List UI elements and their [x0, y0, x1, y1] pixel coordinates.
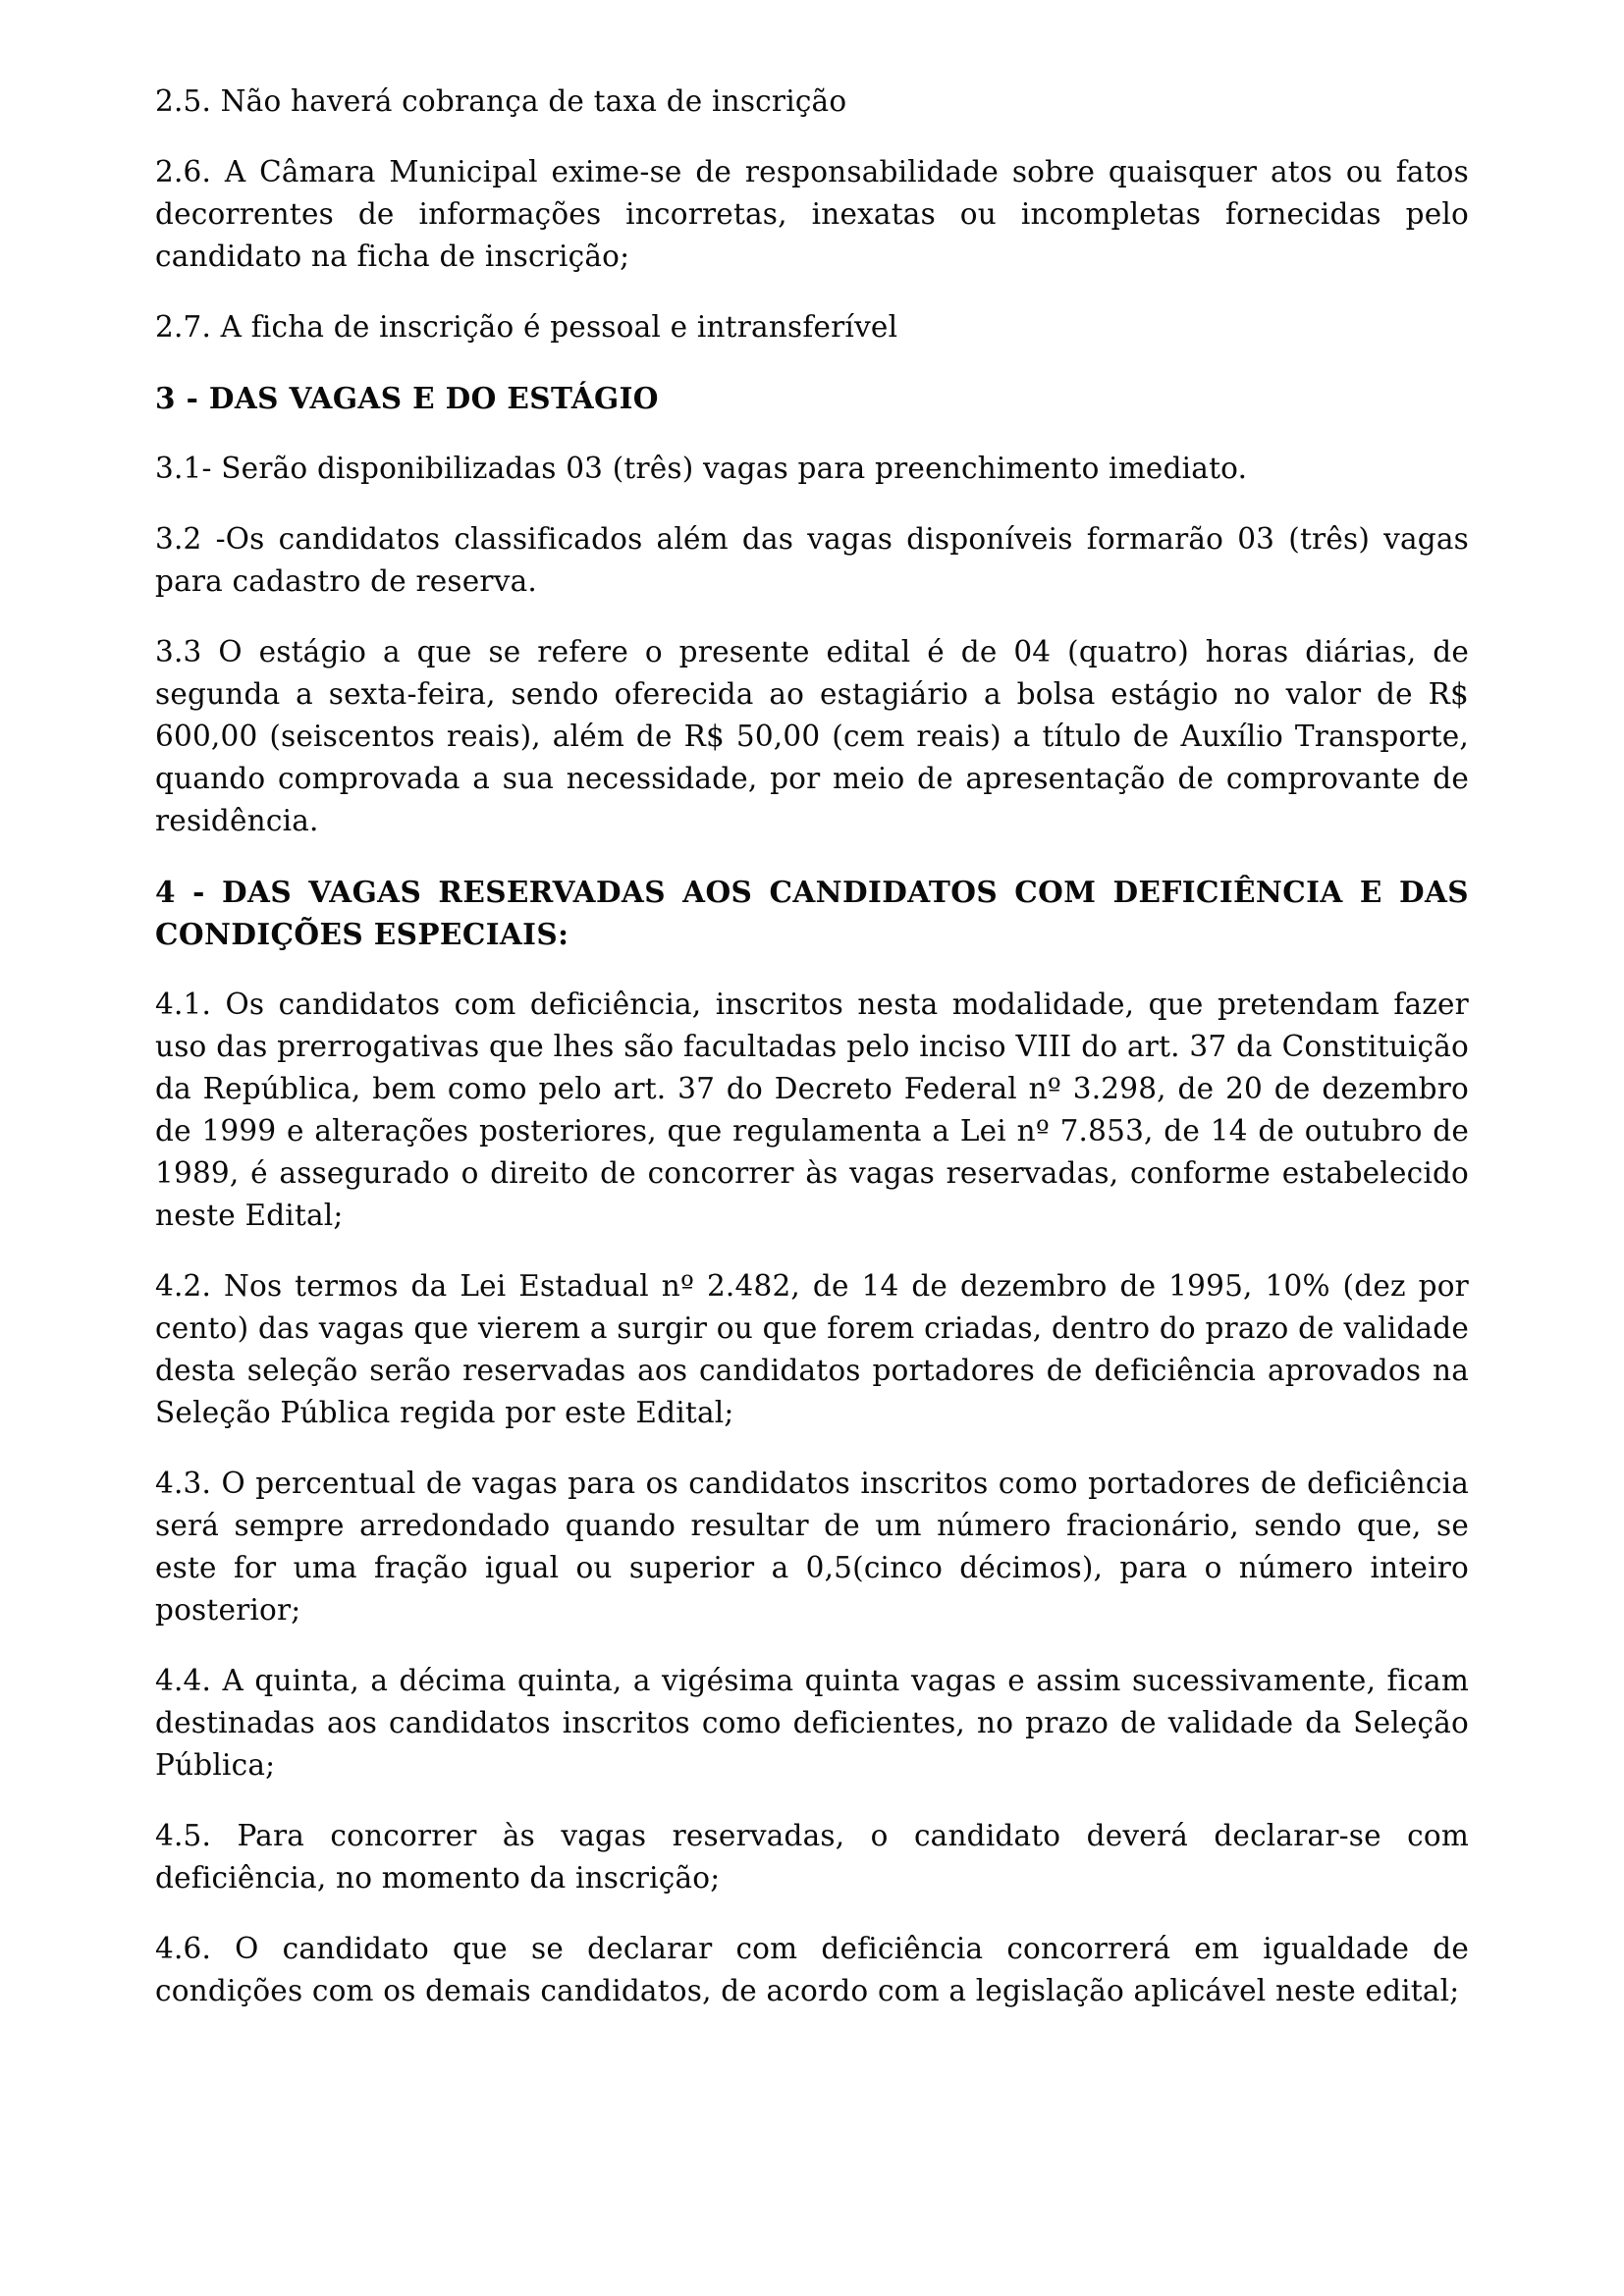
paragraph-4-5: 4.5. Para concorrer às vagas reservadas, o candidato deverá declarar-se com deficiência, no momento da inscrição;	[155, 1819, 1469, 1895]
paragraph-4-3: 4.3. O percentual de vagas para os candidatos inscritos como portadores de deficiência será sempre arredondado quando resultar de um número fracionário, sendo que, se este for uma fração igual ou superior a 0,5(cinco décimos), para o número inteiro posterior;	[155, 1467, 1469, 1627]
section-heading-4-vagas-reservadas: 4 - DAS VAGAS RESERVADAS AOS CANDIDATOS COM DEFICIÊNCIA E DAS CONDIÇÕES ESPECIAIS:	[155, 875, 1469, 951]
paragraph-2-5: 2.5. Não haverá cobrança de taxa de inscrição	[155, 84, 847, 118]
paragraph-4-2: 4.2. Nos termos da Lei Estadual nº 2.482, de 14 de dezembro de 1995, 10% (dez por cento) das vagas que vierem a surgir ou que forem criadas, dentro do prazo de validade desta seleção serão reservadas aos candidatos portadores de deficiência aprovados na Seleção Pública regida por este Edital;	[155, 1269, 1469, 1429]
paragraph-3-1: 3.1- Serão disponibilizadas 03 (três) vagas para preenchimento imediato.	[155, 452, 1248, 485]
paragraph-3-2: 3.2 -Os candidatos classificados além das vagas disponíveis formarão 03 (três) vagas para cadastro de reserva.	[155, 522, 1469, 598]
section-heading-3-vagas-estagio: 3 - DAS VAGAS E DO ESTÁGIO	[155, 381, 659, 415]
paragraph-2-7: 2.7. A ficha de inscrição é pessoal e intransferível	[155, 310, 898, 344]
paragraph-4-6: 4.6. O candidato que se declarar com deficiência concorrerá em igualdade de condições com os demais candidatos, de acordo com a legislação aplicável neste edital;	[155, 1932, 1469, 2007]
paragraph-4-4: 4.4. A quinta, a décima quinta, a vigésima quinta vagas e assim sucessivamente, ficam destinadas aos candidatos inscritos como deficientes, no prazo de validade da Seleção Pública;	[155, 1664, 1469, 1782]
paragraph-4-1: 4.1. Os candidatos com deficiência, inscritos nesta modalidade, que pretendam fazer uso das prerrogativas que lhes são facultadas pelo inciso VIII do art. 37 da Constituição da República, bem como pelo art. 37 do Decreto Federal nº 3.298, de 20 de dezembro de 1999 e alterações posteriores, que regulamenta a Lei nº 7.853, de 14 de outubro de 1989, é assegurado o direito de concorrer às vagas reservadas, conforme estabelecido neste Edital;	[155, 988, 1469, 1232]
paragraph-3-3: 3.3 O estágio a que se refere o presente edital é de 04 (quatro) horas diárias, de segunda a sexta-feira, sendo oferecida ao estagiário a bolsa estágio no valor de R$ 600,00 (seiscentos reais), além de R$ 50,00 (cem reais) a título de Auxílio Transporte, quando comprovada a sua necessidade, por meio de apresentação de comprovante de residência.	[155, 635, 1469, 837]
paragraph-2-6: 2.6. A Câmara Municipal exime-se de responsabilidade sobre quaisquer atos ou fatos decorrentes de informações incorretas, inexatas ou incompletas fornecidas pelo candidato na ficha de inscrição;	[155, 155, 1469, 273]
